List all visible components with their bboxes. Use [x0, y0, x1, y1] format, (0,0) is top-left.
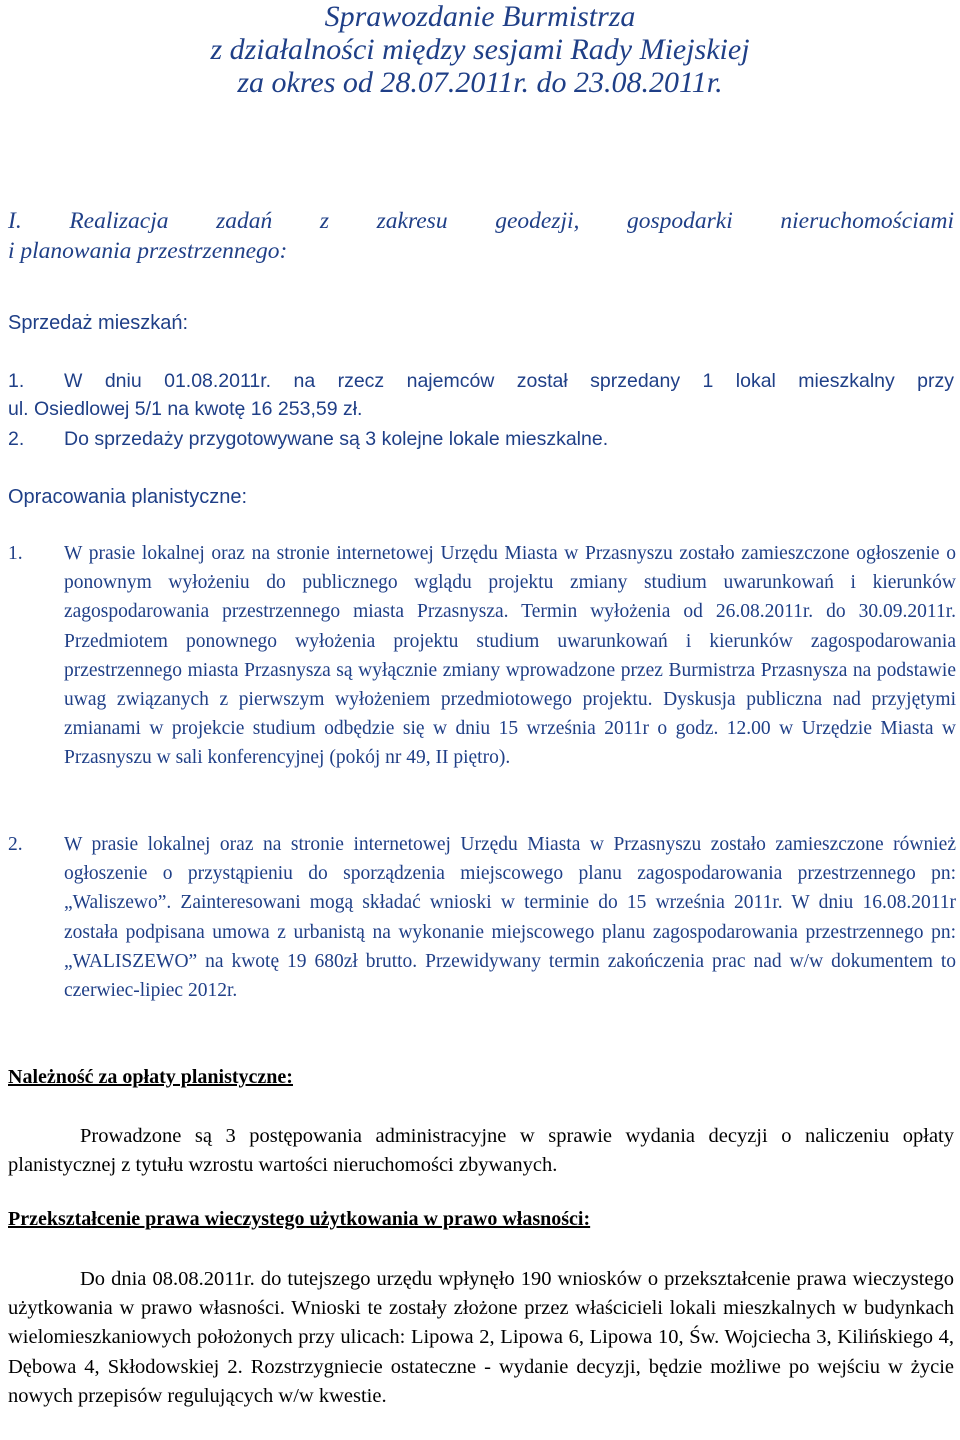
- naleznosc-heading: Należność za opłaty planistyczne:: [8, 1066, 293, 1088]
- heading-word: zakresu: [376, 208, 448, 234]
- sprzedaz-item-1-number: 1.: [8, 370, 25, 392]
- section-1-heading-line-1: [8, 208, 954, 235]
- opracowania-item-2-text: W prasie lokalnej oraz na stronie internetowej Urzędu Miasta w Przasnyszu zostało zamieszczone również ogłoszenie o przystąpieniu do sporządzenia miejscowego planu zagospodarowania przestrzennego pn: „Waliszewo”. Zainteresowani mogą składać wnioski w terminie do 15 września 2011r. W dniu 16.08.2011r została podpisana umowa z urbanistą na wykonanie miejscowego planu zagospodarowania przestrzennego pn: „WALISZEWO” na kwotę 19 680zł brutto. Przewidywany termin zakończenia prac nad w/w dokumentem to czerwiec-lipiec 2012r.: [64, 834, 956, 1002]
- przeksztalcenie-text: Do dnia 08.08.2011r. do tutejszego urzędu wpłynęło 190 wniosków o przekształcenie prawa wieczystego użytkowania w prawo własności. Wnioski te zostały złożone przez właścicieli lokali mieszkalnych w budynkach wielomieszkaniowych położonych przy ulicach: Lipowa 2, Lipowa 6, Lipowa 10, Św. Wojciecha 3, Kilińskiego 4, Dębowa 4, Skłodowskiej 2. Rozstrzygniecie ostateczne - wydanie decyzji, będzie możliwe po wejściu w życie nowych przepisów regulujących w/w kwestie.: [8, 1268, 954, 1407]
- subtitle-opracowania-planistyczne: Opracowania planistyczne:: [8, 486, 248, 508]
- opracowania-item-1: [64, 539, 956, 773]
- opracowania-item-2-number: 2.: [8, 834, 23, 855]
- heading-word: z: [319, 208, 330, 234]
- sprzedaz-item-2-number: 2.: [8, 428, 25, 450]
- naleznosc-paragraph: [8, 1122, 954, 1180]
- heading-word: gospodarki: [627, 208, 733, 234]
- przeksztalcenie-heading: Przekształcenie prawa wieczystego użytkowania w prawo własności:: [8, 1208, 591, 1230]
- report-title-line-3: za okres od 28.07.2011r. do 23.08.2011r.: [237, 66, 723, 99]
- section-1-heading-line-2: i planowania przestrzennego:: [8, 238, 288, 264]
- heading-word: zadań: [216, 208, 273, 234]
- heading-word: Realizacja: [69, 208, 169, 234]
- opracowania-item-1-text: W prasie lokalnej oraz na stronie internetowej Urzędu Miasta w Przasnyszu zostało zamieszczone ogłoszenie o ponownym wyłożeniu do publicznego wglądu projektu zmiany studium uwarunkowań i kierunków zagospodarowania przestrzennego miasta Przasnysza. Termin wyłożenia od 26.08.2011r. do 30.09.2011r. Przedmiotem ponownego wyłożenia projektu studium uwarunkowań i kierunków zagospodarowania przestrzennego miasta Przasnysza są wyłącznie zmiany wprowadzone przez Burmistrza Przasnysza na podstawie uwag związanych z pierwszym wyłożeniem przedmiotowego projektu. Dyskusja publiczna nad przyjętymi zmianami w projekcie studium odbędzie się w dniu 15 września 2011r o godz. 12.00 w Urzędzie Miasta w Przasnyszu w sali konferencyjnej (pokój nr 49, II piętro).: [64, 543, 956, 769]
- naleznosc-text: Prowadzone są 3 postępowania administracyjne w sprawie wydania decyzji o naliczeniu opłaty planistycznej z tytułu wzrostu wartości nieruchomości zbywanych.: [8, 1125, 954, 1177]
- sprzedaz-item-1-line-2: ul. Osiedlowej 5/1 na kwotę 16 253,59 zł.: [8, 398, 363, 420]
- przeksztalcenie-paragraph: [8, 1265, 954, 1411]
- report-title-line-1: Sprawozdanie Burmistrza: [324, 0, 636, 33]
- sprzedaz-item-2-text: Do sprzedaży przygotowywane są 3 kolejne lokale mieszkalne.: [64, 428, 609, 450]
- opracowania-item-2: [64, 830, 956, 1005]
- heading-word: geodezji,: [495, 208, 580, 234]
- report-title-line-2: z działalności między sesjami Rady Miejskiej: [210, 33, 750, 66]
- subtitle-sprzedaz-mieszkan: Sprzedaż mieszkań:: [8, 312, 189, 334]
- opracowania-item-1-number: 1.: [8, 543, 23, 564]
- section-1-number: I.: [8, 208, 22, 234]
- sprzedaz-item-1-line-1: W dniu 01.08.2011r. na rzecz najemców został sprzedany 1 lokal mieszkalny przy: [64, 370, 954, 392]
- heading-word: nieruchomościami: [780, 208, 954, 234]
